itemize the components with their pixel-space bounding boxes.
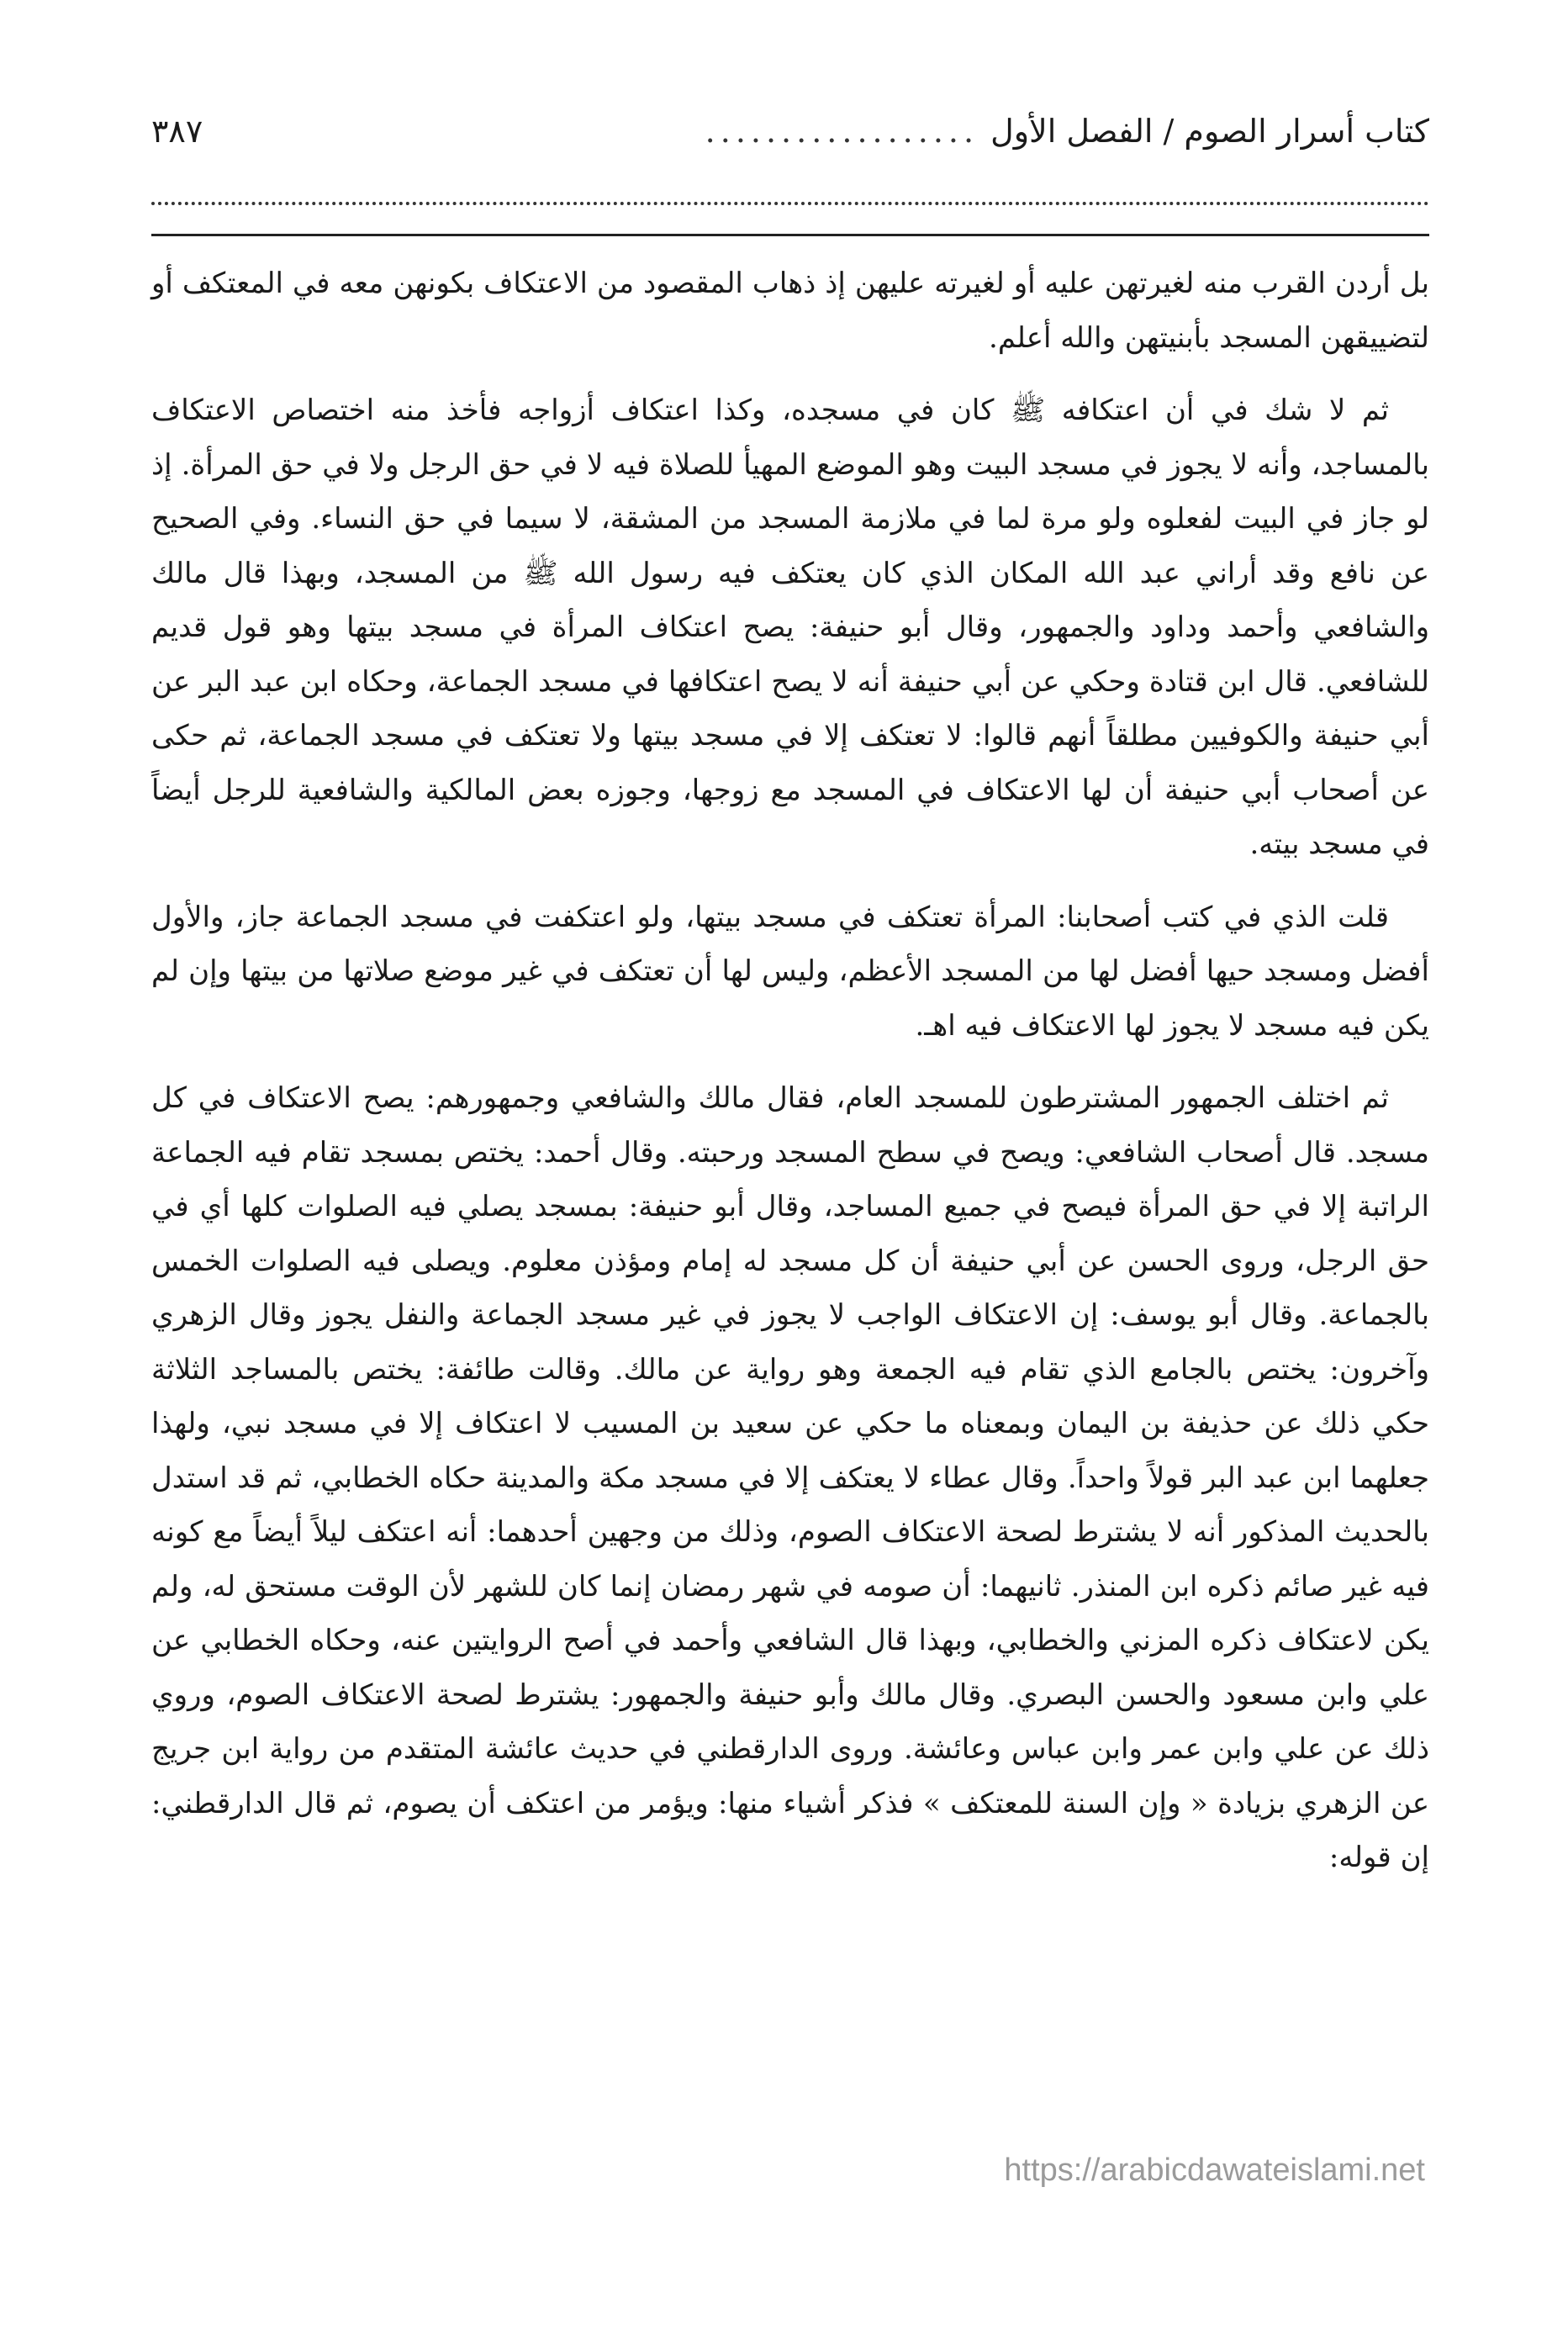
page-header [151,84,1429,150]
paragraph: قلت الذي في كتب أصحابنا: المرأة تعتكف في مسجد بيتها، ولو اعتكفت في مسجد الجماعة جاز، والأول أفضل ومسجد حيها أفضل لها من المسجد الأعظم، وليس لها أن تعتكف في غير موضع صلاتها من بيتها وإن لم يكن فيه مسجد لا يجوز لها الاعتكاف فيه اهـ. [151,900,1429,1043]
dotted-rule [151,202,1429,215]
paragraph: ثم لا شك في أن اعتكافه ﷺ كان في مسجده، وكذا اعتكاف أزواجه فأخذ منه اختصاص الاعتكاف بالمساجد، وأنه لا يجوز في مسجد البيت وهو الموضع المهيأ للصلاة فيه لا في حق الرجل ولا في حق المرأة. إذ لو جاز في البيت لفعلوه ولو مرة لما في ملازمة المسجد من المشقة، لا سيما في حق النساء. وفي الصحيح عن نافع وقد أراني عبد الله المكان الذي كان يعتكف فيه رسول الله ﷺ من المسجد، وبهذا قال مالك والشافعي وأحمد وداود والجمهور، وقال أبو حنيفة: يصح اعتكاف المرأة في مسجد بيتها وهو قول قديم للشافعي. قال ابن قتادة وحكي عن أبي حنيفة أنه لا يصح اعتكافها في مسجد الجماعة، وحكاه ابن عبد البر عن أبي حنيفة والكوفيين مطلقاً أنهم قالوا: لا تعتكف إلا في مسجد بيتها ولا تعتكف في مسجد الجماعة، ثم حكى عن أصحاب أبي حنيفة أن لها الاعتكاف في المسجد مع زوجها، وجوزه بعض المالكية والشافعية للرجل أيضاً في مسجد بيته. [151,394,1429,861]
running-title: كتاب أسرار الصوم / الفصل الأول [990,113,1429,150]
header-rule [151,234,1429,236]
paragraph: بل أردن القرب منه لغيرتهن عليه أو لغيرته عليهن إذ ذهاب المقصود من الاعتكاف بكونهن معه في المعتكف أو لتضييقهن المسجد بأبنيتهن والله أعلم. [151,267,1429,355]
book-page [151,84,1429,2237]
body-text [151,256,1429,1904]
leader-dots: .................. [705,113,979,150]
watermark-url: https://arabicdawateislami.net [1004,2153,1425,2188]
page-number: ٣٨٧ [151,113,203,150]
paragraph: ثم اختلف الجمهور المشترطون للمسجد العام، فقال مالك والشافعي وجمهورهم: يصح الاعتكاف في كل مسجد. قال أصحاب الشافعي: ويصح في سطح المسجد ورحبته. وقال أحمد: يختص بمسجد تقام فيه الجماعة الراتبة إلا في حق المرأة فيصح في جميع المساجد، وقال أبو حنيفة: بمسجد يصلي فيه الصلوات كلها أي في حق الرجل، وروى الحسن عن أبي حنيفة أن كل مسجد له إمام ومؤذن معلوم. ويصلى فيه الصلوات الخمس بالجماعة. وقال أبو يوسف: إن الاعتكاف الواجب لا يجوز في غير مسجد الجماعة والنفل يجوز وقال الزهري وآخرون: يختص بالجامع الذي تقام فيه الجمعة وهو رواية عن مالك. وقالت طائفة: يختص بالمساجد الثلاثة حكي ذلك عن حذيفة بن اليمان وبمعناه ما حكي عن سعيد بن المسيب لا اعتكاف إلا في مسجد نبي، ولهذا جعلهما ابن عبد البر قولاً واحداً. وقال عطاء لا يعتكف إلا في مسجد مكة والمدينة حكاه الخطابي، ثم قد استدل بالحديث المذكور أنه لا يشترط لصحة الاعتكاف الصوم، وذلك من وجهين أحدهما: أنه اعتكف ليلاً أيضاً مع كونه فيه غير صائم ذكره ابن المنذر. ثانيهما: أن صومه في شهر رمضان إنما كان للشهر لأن الوقت مستحق له، ولم يكن لاعتكاف ذكره المزني والخطابي، وبهذا قال الشافعي وأحمد في أصح الروايتين عنه، وحكاه الخطابي عن علي وابن مسعود والحسن البصري. وقال مالك وأبو حنيفة والجمهور: يشترط لصحة الاعتكاف الصوم، وروي ذلك عن علي وابن عمر وابن عباس وعائشة. وروى الدارقطني في حديث عائشة المتقدم من رواية ابن جريج عن الزهري بزيادة « وإن السنة للمعتكف » فذكر أشياء منها: ويؤمر من اعتكف أن يصوم، ثم قال الدارقطني: إن قوله: [151,1081,1429,1874]
